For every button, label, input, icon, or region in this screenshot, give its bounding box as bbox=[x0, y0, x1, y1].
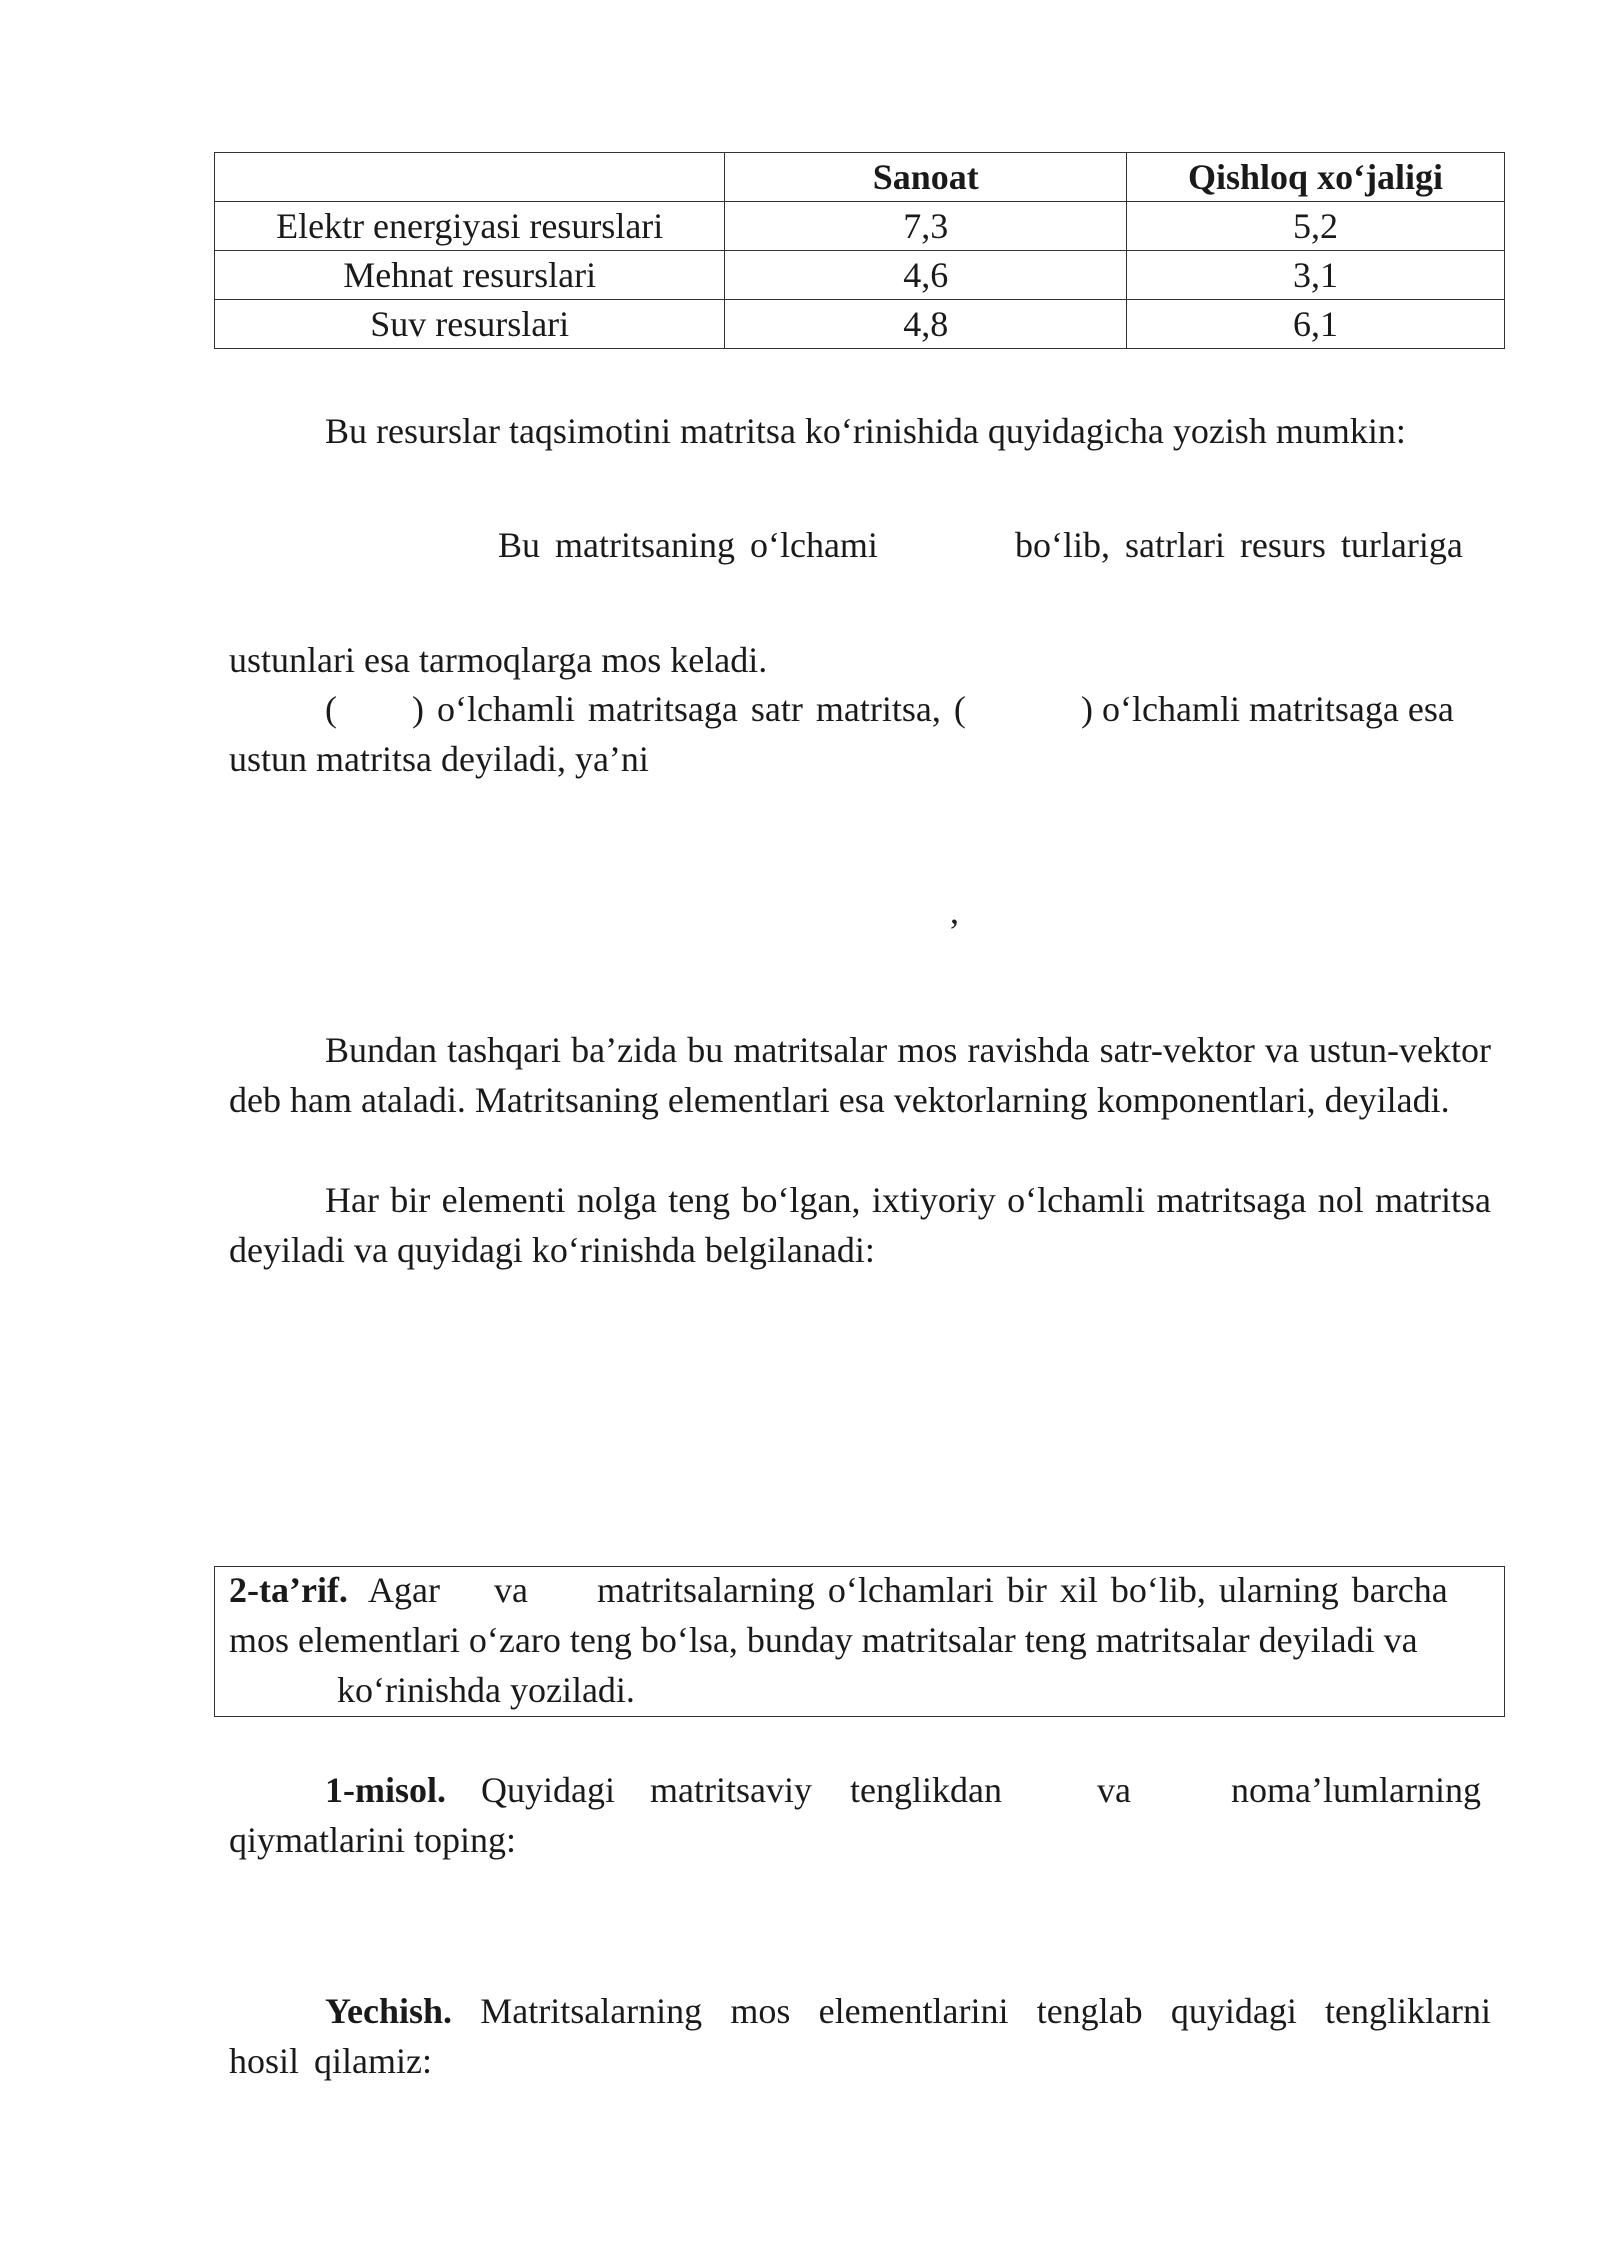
table-header-row bbox=[215, 153, 1505, 202]
matrix-size-text-2: bo‘lib, satrlari resurs turlariga bbox=[1015, 525, 1463, 565]
table-row bbox=[215, 202, 1505, 251]
definition-label-bold: 2-ta’rif. bbox=[229, 1570, 348, 1610]
comma-separator: , bbox=[950, 891, 959, 931]
solution-label: Yechish. bbox=[325, 1991, 453, 2031]
paragraph-zero-matrix: Har bir elementi nolga teng bo‘lgan, ixtiyoriy o‘lchamli matritsaga nol matritsa deyiladi va quyidagi ko‘rinishda belgilanadi: bbox=[229, 1180, 1491, 1270]
table-header-cell: Sanoat bbox=[725, 153, 1127, 202]
definition-word-va: va bbox=[494, 1570, 528, 1610]
solution-paragraph bbox=[229, 1986, 1491, 2086]
resource-table bbox=[214, 152, 1505, 349]
matrix-size-text-3: ustunlari esa tarmoqlarga mos keladi. bbox=[229, 640, 768, 680]
example-word-4: va bbox=[1097, 1770, 1131, 1810]
table-cell: Mehnat resurslari bbox=[215, 251, 725, 300]
definition-text-1: matritsalarning o‘lchamlari bir xil bo‘lib, ularning barcha bbox=[597, 1570, 1448, 1610]
table-header-cell bbox=[215, 153, 725, 202]
example-word-3: tenglikdan bbox=[850, 1770, 1002, 1810]
table-row bbox=[215, 300, 1505, 349]
row-matrix-text: ) o‘lchamli matritsaga satr matritsa, ( bbox=[412, 689, 966, 729]
solution-text: Matritsalarning mos elementlarini tenglab quyidagi tengliklarni hosil qilamiz: bbox=[229, 1991, 1492, 2081]
definition-text-2: mos elementlari o‘zaro teng bo‘lsa, bunday matritsalar teng matritsalar deyiladi va bbox=[229, 1620, 1418, 1660]
table-header-cell: Qishloq xo‘jaligi bbox=[1127, 153, 1505, 202]
table-row bbox=[215, 251, 1505, 300]
column-matrix-text: ) o‘lchamli matritsaga esa bbox=[1081, 689, 1454, 729]
example-word-5: noma’lumlarning bbox=[1231, 1770, 1481, 1810]
example-label bbox=[325, 1765, 446, 1815]
example-word-2: matritsaviy bbox=[650, 1770, 812, 1810]
table-cell: 7,3 bbox=[725, 202, 1127, 251]
table-cell: 4,8 bbox=[725, 300, 1127, 349]
table-cell: Elektr energiyasi resurslari bbox=[215, 202, 725, 251]
example-label-bold: 1-misol. bbox=[325, 1770, 446, 1810]
table-cell: 5,2 bbox=[1127, 202, 1505, 251]
paragraph-resources: Bu resurslar taqsimotini matritsa ko‘rinishida quyidagicha yozish mumkin: bbox=[325, 411, 1406, 451]
row-matrix-open-paren: ( bbox=[325, 689, 337, 729]
table-cell: Suv resurslari bbox=[215, 300, 725, 349]
definition-text-3: ko‘rinishda yoziladi. bbox=[337, 1670, 635, 1710]
definition-word-agar: Agar bbox=[368, 1570, 440, 1610]
column-matrix-text-2: ustun matritsa deyiladi, ya’ni bbox=[229, 739, 649, 779]
example-word-1: Quyidagi bbox=[481, 1770, 615, 1810]
table-cell: 3,1 bbox=[1127, 251, 1505, 300]
table-cell: 6,1 bbox=[1127, 300, 1505, 349]
example-text-2: qiymatlarini toping: bbox=[229, 1820, 516, 1860]
table-cell: 4,6 bbox=[725, 251, 1127, 300]
definition-label bbox=[229, 1565, 348, 1615]
paragraph-vectors: Bundan tashqari ba’zida bu matritsalar mos ravishda satr-vektor va ustun-vektor deb ham ataladi. Matritsaning elementlari esa vektorlarning komponentlari, deyiladi. bbox=[229, 1030, 1491, 1120]
matrix-size-text-1: Bu matritsaning o‘lchami bbox=[498, 525, 878, 565]
